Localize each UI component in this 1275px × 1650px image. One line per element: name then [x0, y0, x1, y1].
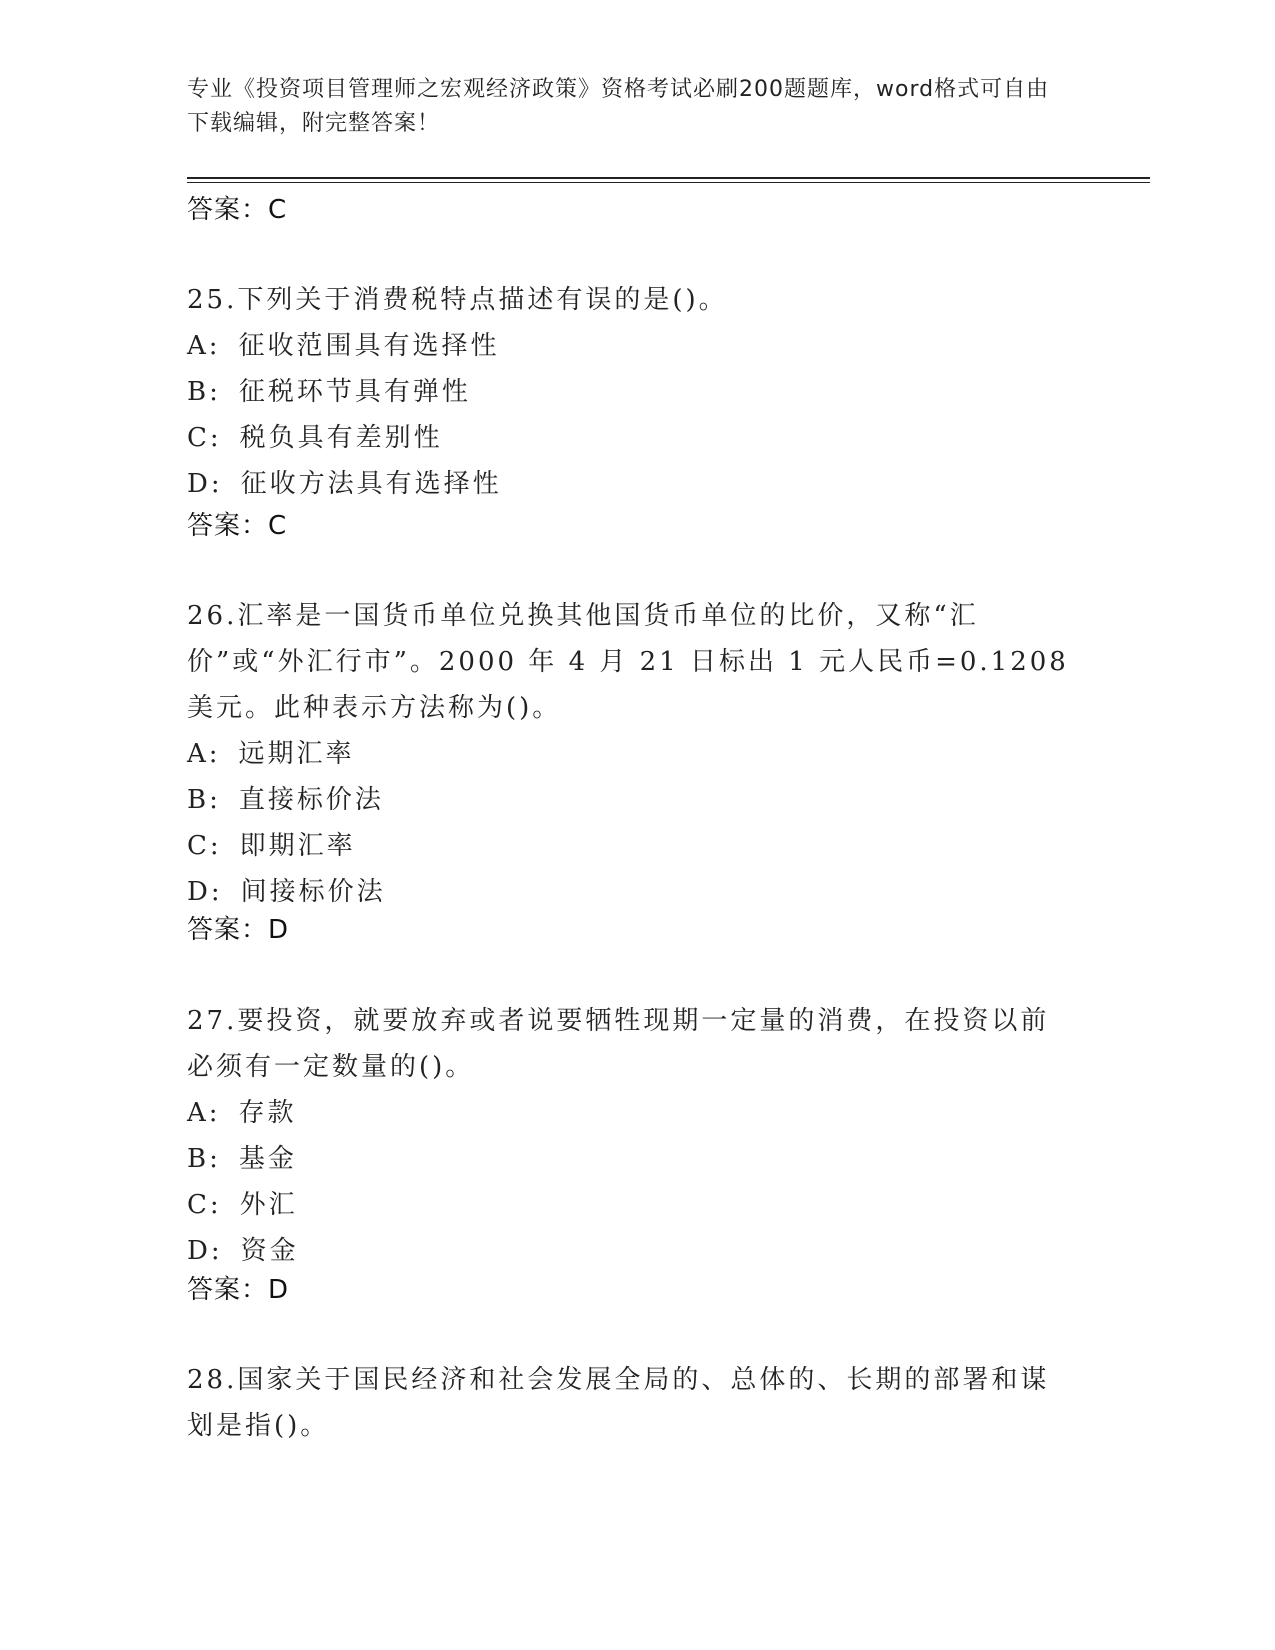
question-stem: 25.下列关于消费税特点描述有误的是()。	[187, 285, 728, 315]
option-d	[187, 1228, 1077, 1274]
option-text: 税负具有差别性	[239, 423, 443, 453]
option-text: 征税环节具有弹性	[238, 377, 471, 407]
option-c	[187, 415, 1077, 461]
option-letter: A:	[187, 739, 221, 769]
option-a	[187, 731, 1077, 777]
option-text: 外汇	[239, 1190, 298, 1220]
option-text: 间接标价法	[240, 877, 386, 907]
option-letter: C:	[187, 423, 222, 453]
option-text: 征收方法具有选择性	[240, 469, 502, 499]
option-letter: B:	[187, 377, 221, 407]
option-letter: D:	[187, 877, 223, 907]
option-d	[187, 461, 1077, 507]
answer-q26: 答案：D	[187, 915, 290, 945]
option-letter: C:	[187, 1190, 222, 1220]
option-b	[187, 1136, 1077, 1182]
header-divider-thick	[187, 177, 1150, 179]
option-text: 直接标价法	[238, 785, 384, 815]
question-stem: 27.要投资，就要放弃或者说要牺牲现期一定量的消费，在投资以前必须有一定数量的()。	[187, 1006, 1050, 1082]
option-letter: B:	[187, 785, 221, 815]
question-26	[187, 593, 1077, 915]
header-divider-thin	[187, 182, 1150, 183]
question-25	[187, 277, 1077, 507]
option-text: 即期汇率	[239, 831, 356, 861]
document-header: 专业《投资项目管理师之宏观经济政策》资格考试必刷200题题库，word格式可自由下载编辑，附完整答案！	[187, 77, 1050, 136]
answer-q27: 答案：D	[187, 1275, 290, 1305]
option-d	[187, 869, 1077, 915]
option-text: 基金	[238, 1144, 297, 1174]
option-text: 征收范围具有选择性	[238, 331, 500, 361]
question-27	[187, 998, 1077, 1274]
option-letter: A:	[187, 331, 221, 361]
answer-q25: 答案：C	[187, 511, 288, 541]
option-c	[187, 823, 1077, 869]
option-b	[187, 777, 1077, 823]
option-c	[187, 1182, 1077, 1228]
option-letter: B:	[187, 1144, 221, 1174]
option-text: 远期汇率	[238, 739, 355, 769]
option-text: 资金	[240, 1236, 299, 1266]
option-a	[187, 323, 1077, 369]
option-letter: A:	[187, 1098, 221, 1128]
question-stem: 26.汇率是一国货币单位兑换其他国货币单位的比价，又称“汇价”或“外汇行市”。2000 年 4 月 21 日标出 1 元人民币=0.1208 美元。此种表示方法称为()。	[187, 601, 1069, 723]
option-letter: D:	[187, 469, 223, 499]
option-letter: C:	[187, 831, 222, 861]
option-a	[187, 1090, 1077, 1136]
option-letter: D:	[187, 1236, 223, 1266]
option-text: 存款	[238, 1098, 297, 1128]
question-28	[187, 1357, 1077, 1449]
option-b	[187, 369, 1077, 415]
answer-q24: 答案：C	[187, 195, 288, 225]
question-stem: 28.国家关于国民经济和社会发展全局的、总体的、长期的部署和谋划是指()。	[187, 1365, 1050, 1441]
